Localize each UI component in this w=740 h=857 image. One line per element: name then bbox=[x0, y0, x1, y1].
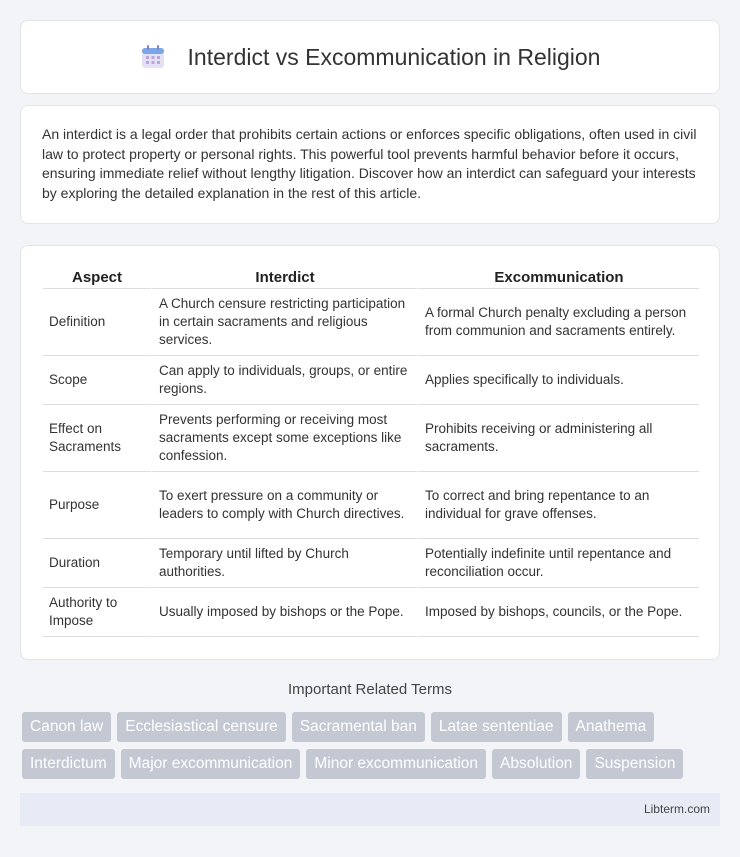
row-aspect: Scope bbox=[43, 356, 151, 405]
tag-anathema[interactable]: Anathema bbox=[568, 712, 655, 742]
table-row bbox=[43, 356, 699, 405]
row-interdict: Temporary until lifted by Church authorities. bbox=[151, 539, 417, 588]
row-interdict: Can apply to individuals, groups, or entire regions. bbox=[151, 356, 417, 405]
row-aspect: Duration bbox=[43, 539, 151, 588]
row-excommunication: To correct and bring repentance to an individual for grave offenses. bbox=[417, 472, 699, 539]
related-terms-title: Important Related Terms bbox=[288, 681, 452, 698]
tag-major-excommunication[interactable]: Major excommunication bbox=[121, 749, 301, 779]
row-aspect: Effect on Sacraments bbox=[43, 405, 151, 472]
row-interdict: A Church censure restricting participation in certain sacraments and religious services. bbox=[151, 289, 417, 356]
header-excommunication: Excommunication bbox=[417, 266, 699, 289]
table-row bbox=[43, 405, 699, 472]
page-title: Interdict vs Excommunication in Religion bbox=[187, 43, 601, 70]
tag-suspension[interactable]: Suspension bbox=[586, 749, 683, 779]
row-excommunication: A formal Church penalty excluding a person from communion and sacraments entirely. bbox=[417, 289, 699, 356]
header-interdict: Interdict bbox=[151, 266, 417, 289]
row-excommunication: Potentially indefinite until repentance and reconciliation occur. bbox=[417, 539, 699, 588]
row-excommunication: Imposed by bishops, councils, or the Pope. bbox=[417, 588, 699, 637]
row-aspect: Authority to Impose bbox=[43, 588, 151, 637]
intro-card bbox=[20, 105, 720, 224]
tag-minor-excommunication[interactable]: Minor excommunication bbox=[306, 749, 486, 779]
footer bbox=[20, 793, 720, 826]
comparison-card bbox=[20, 245, 720, 660]
header-aspect: Aspect bbox=[43, 266, 151, 289]
intro-text: An interdict is a legal order that prohibits certain actions or enforces specific obligations, often used in civil law to protect property or personal rights. This powerful tool prevents harmful behavior before it occurs, ensuring immediate relief without lengthy litigation. Discover how an interdict can safeguard your interests by exploring the detailed explanation in the rest of this article. bbox=[42, 126, 697, 201]
table-row bbox=[43, 588, 699, 637]
related-tags bbox=[22, 712, 722, 786]
tag-canon-law[interactable]: Canon law bbox=[22, 712, 111, 742]
row-excommunication: Prohibits receiving or administering all sacraments. bbox=[417, 405, 699, 472]
row-interdict: To exert pressure on a community or leaders to comply with Church directives. bbox=[151, 472, 417, 539]
row-excommunication: Applies specifically to individuals. bbox=[417, 356, 699, 405]
tag-interdictum[interactable]: Interdictum bbox=[22, 749, 115, 779]
table-row bbox=[43, 472, 699, 539]
table-header-row bbox=[43, 266, 699, 289]
tag-latae-sententiae[interactable]: Latae sententiae bbox=[431, 712, 562, 742]
calendar-icon bbox=[140, 44, 166, 70]
tag-sacramental-ban[interactable]: Sacramental ban bbox=[292, 712, 425, 742]
footer-brand[interactable]: Libterm.com bbox=[643, 802, 710, 816]
table-row bbox=[43, 539, 699, 588]
row-interdict: Prevents performing or receiving most sacraments except some exceptions like confession. bbox=[151, 405, 417, 472]
row-aspect: Definition bbox=[43, 289, 151, 356]
comparison-table bbox=[43, 266, 699, 637]
title-card bbox=[20, 20, 720, 94]
table-row bbox=[43, 289, 699, 356]
row-aspect: Purpose bbox=[43, 472, 151, 539]
tag-ecclesiastical-censure[interactable]: Ecclesiastical censure bbox=[117, 712, 285, 742]
tag-absolution[interactable]: Absolution bbox=[492, 749, 580, 779]
row-interdict: Usually imposed by bishops or the Pope. bbox=[151, 588, 417, 637]
